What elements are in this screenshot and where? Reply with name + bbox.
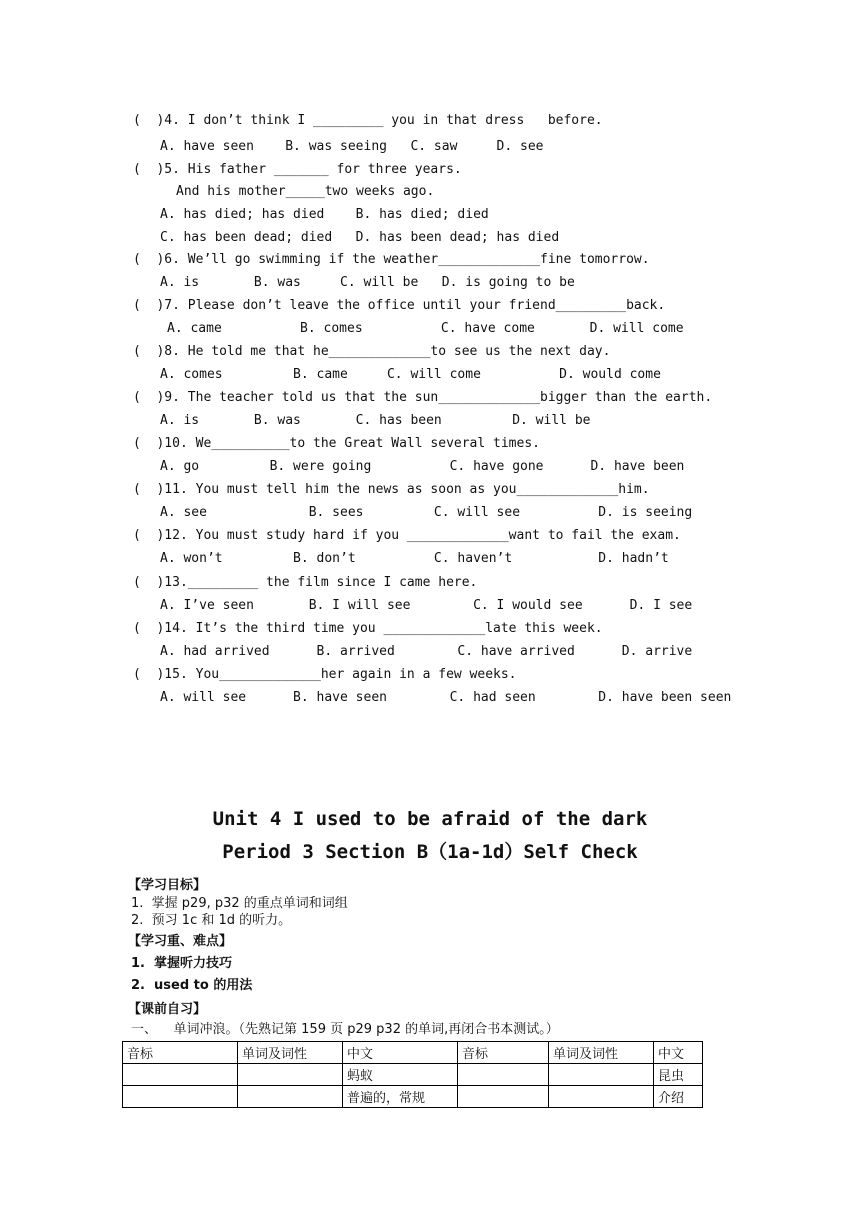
header-word-2: 单词及词性 [549,1042,654,1064]
header-phonetic: 音标 [123,1042,238,1064]
table-cell: 普遍的，常规 [343,1086,458,1108]
question-7-stem: ( )7. Please don’t leave the office until your friend_________back. [133,298,666,313]
table-cell[interactable] [458,1064,549,1086]
question-13-stem: ( )13._________ the film since I came here. [133,575,478,590]
question-5-stem: ( )5. His father _______ for three years. [133,162,462,177]
key-points-heading: 【学习重、难点】 [128,934,233,949]
table-cell[interactable] [549,1086,654,1108]
objectives-heading: 【学习目标】 [128,878,207,893]
table-cell[interactable] [238,1064,343,1086]
question-6-stem: ( )6. We’ll go swimming if the weather_____________fine tomorrow. [133,252,650,267]
question-6-options: A. is B. was C. will be D. is going to be [160,275,575,290]
table-row [123,1064,703,1086]
question-5-options: A. has died; has died B. has died; died [160,207,489,222]
header-phonetic-2: 音标 [458,1042,549,1064]
question-12-stem: ( )12. You must study hard if you _____________want to fail the exam. [133,528,681,543]
question-14-options: A. had arrived B. arrived C. have arrived D. arrive [160,644,693,659]
question-9-options: A. is B. was C. has been D. will be [160,413,591,428]
question-11-options: A. see B. sees C. will see D. is seeing [160,505,693,520]
table-header-row [123,1042,703,1064]
header-chinese-2: 中文 [654,1042,703,1064]
vocabulary-table [122,1041,703,1108]
question-14-stem: ( )14. It’s the third time you _____________late this week. [133,621,603,636]
table-cell[interactable] [123,1064,238,1086]
objective-2: 2. 预习 1c 和 1d 的听力。 [131,913,292,928]
question-5-stem-2: And his mother_____two weeks ago. [176,184,435,199]
question-9-stem: ( )9. The teacher told us that the sun_____________bigger than the earth. [133,390,713,405]
header-word: 单词及词性 [238,1042,343,1064]
question-12-options: A. won’t B. don’t C. haven’t D. hadn’t [160,551,669,566]
question-5-options-2: C. has been dead; died D. has been dead; has died [160,230,560,245]
unit-title: Unit 4 I used to be afraid of the dark [212,808,648,830]
question-10-options: A. go B. were going C. have gone D. have been [160,459,685,474]
question-4-options: A. have seen B. was seeing C. saw D. see [160,139,544,154]
table-cell: 介绍 [654,1086,703,1108]
table-cell[interactable] [238,1086,343,1108]
question-11-stem: ( )11. You must tell him the news as soon as you_____________him. [133,482,650,497]
question-4-stem: ( )4. I don’t think I _________ you in that dress before. [133,113,603,128]
question-15-stem: ( )15. You_____________her again in a few weeks. [133,667,517,682]
table-cell: 蚂蚁 [343,1064,458,1086]
question-8-options: A. comes B. came C. will come D. would come [160,367,661,382]
question-13-options: A. I’ve seen B. I will see C. I would see D. I see [160,598,693,613]
table-cell[interactable] [458,1086,549,1108]
period-title: Period 3 Section B（1a-1d）Self Check [222,841,638,863]
preview-heading: 【课前自习】 [128,1002,207,1017]
table-cell[interactable] [549,1064,654,1086]
table-row [123,1086,703,1108]
key-point-1: 1. 掌握听力技巧 [131,956,233,971]
table-cell[interactable] [123,1086,238,1108]
table-cell: 昆虫 [654,1064,703,1086]
question-15-options: A. will see B. have seen C. had seen D. have been seen [160,690,732,705]
question-10-stem: ( )10. We__________to the Great Wall several times. [133,436,540,451]
header-chinese: 中文 [343,1042,458,1064]
question-8-stem: ( )8. He told me that he_____________to see us the next day. [133,344,611,359]
question-7-options: A. came B. comes C. have come D. will come [167,321,684,336]
objective-1: 1. 掌握 p29, p32 的重点单词和词组 [131,896,348,911]
task-instruction: 一、 单词冲浪。（先熟记第 159 页 p29 p32 的单词,再闭合书本测试。） [131,1022,559,1037]
key-point-2: 2. used to 的用法 [131,978,253,993]
